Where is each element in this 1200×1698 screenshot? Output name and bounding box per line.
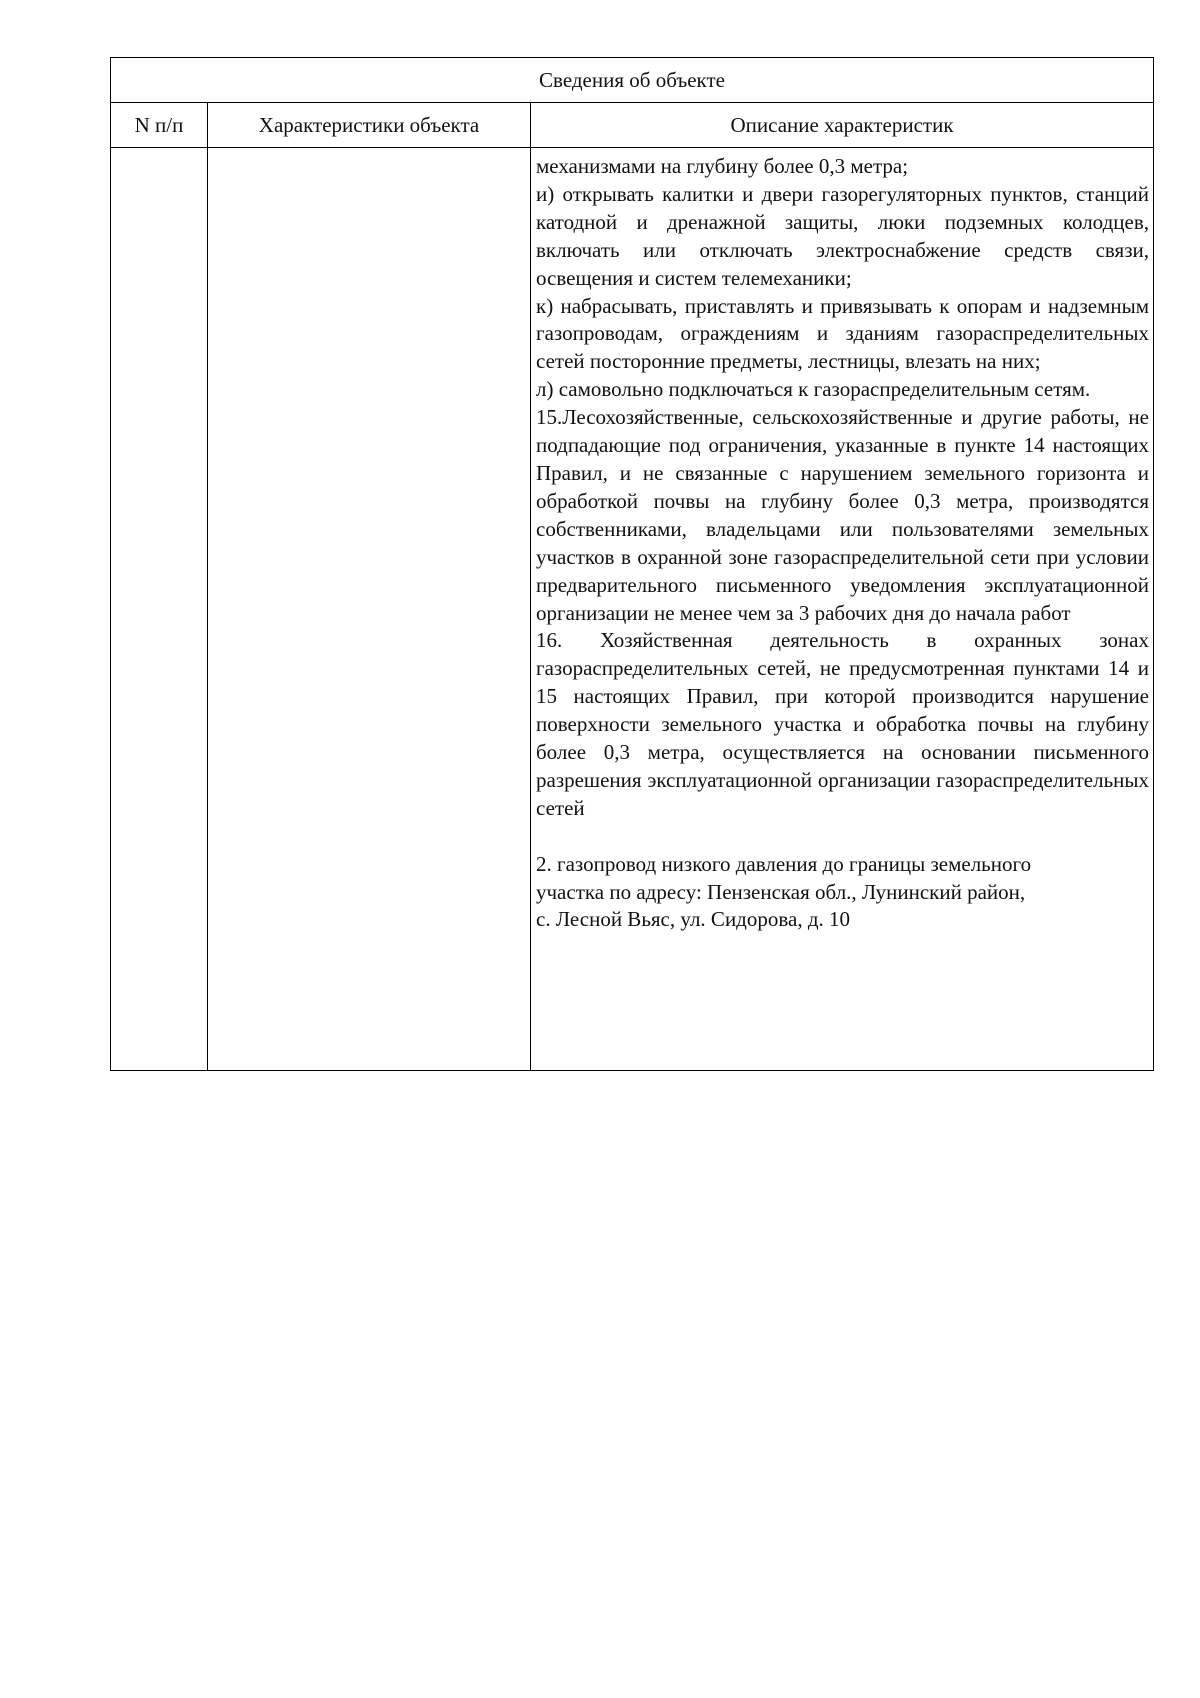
description-paragraph: 16. Хозяйственная деятельность в охранных зонах газораспределительных сетей, не предусмотренная пунктами 14 и 15 настоящих Правил, при которой производится нарушение поверхности земельного участка и обработка почвы на глубину более 0,3 метра, осуществляется на основании письменного разрешения эксплуатационной организации газораспределительных сетей bbox=[536, 628, 1149, 820]
address-line: 2. газопровод низкого давления до границы земельного bbox=[536, 851, 1032, 876]
description-paragraph: к) набрасывать, приставлять и привязывать к опорам и надземным газопроводам, ограждениям и зданиям газораспределительных сетей посторонние предметы, лестницы, влезать на них; bbox=[536, 293, 1149, 374]
row-number-cell bbox=[111, 148, 208, 1071]
paragraph-spacer bbox=[536, 823, 1149, 851]
header-number: N п/п bbox=[111, 103, 208, 148]
header-characteristics: Характеристики объекта bbox=[208, 103, 531, 148]
description-paragraph: механизмами на глубину более 0,3 метра; bbox=[536, 154, 909, 178]
header-description: Описание характеристик bbox=[531, 103, 1154, 148]
table-row bbox=[111, 148, 1154, 1071]
row-description-cell bbox=[531, 148, 1154, 1071]
description-paragraph: 15.Лесохозяйственные, сельскохозяйственные и другие работы, не подпадающие под ограничения, указанные в пункте 14 настоящих Правил, и не связанные с нарушением земельного горизонта и обработкой почвы на глубину более 0,3 метра, производятся собственниками, владельцами или пользователями земельных участков в охранной зоне газораспределительной сети при условии предварительного письменного уведомления эксплуатационной организации не менее чем за 3 рабочих дня до начала работ bbox=[536, 405, 1149, 625]
address-line: участка по адресу: Пензенская обл., Лунинский район, bbox=[536, 879, 1026, 904]
description-paragraph: и) открывать калитки и двери газорегуляторных пунктов, станций катодной и дренажной защиты, люки подземных колодцев, включать или отключать электроснабжение средств связи, освещения и систем телемеханики; bbox=[536, 181, 1149, 290]
table-header-row bbox=[111, 103, 1154, 148]
object-info-table bbox=[110, 57, 1154, 1071]
table-title-row bbox=[111, 58, 1154, 103]
table-title: Сведения об объекте bbox=[111, 58, 1154, 103]
row-characteristics-cell bbox=[208, 148, 531, 1071]
description-paragraph: л) самовольно подключаться к газораспределительным сетям. bbox=[536, 377, 1091, 402]
address-line: с. Лесной Вьяс, ул. Сидорова, д. 10 bbox=[536, 907, 851, 932]
